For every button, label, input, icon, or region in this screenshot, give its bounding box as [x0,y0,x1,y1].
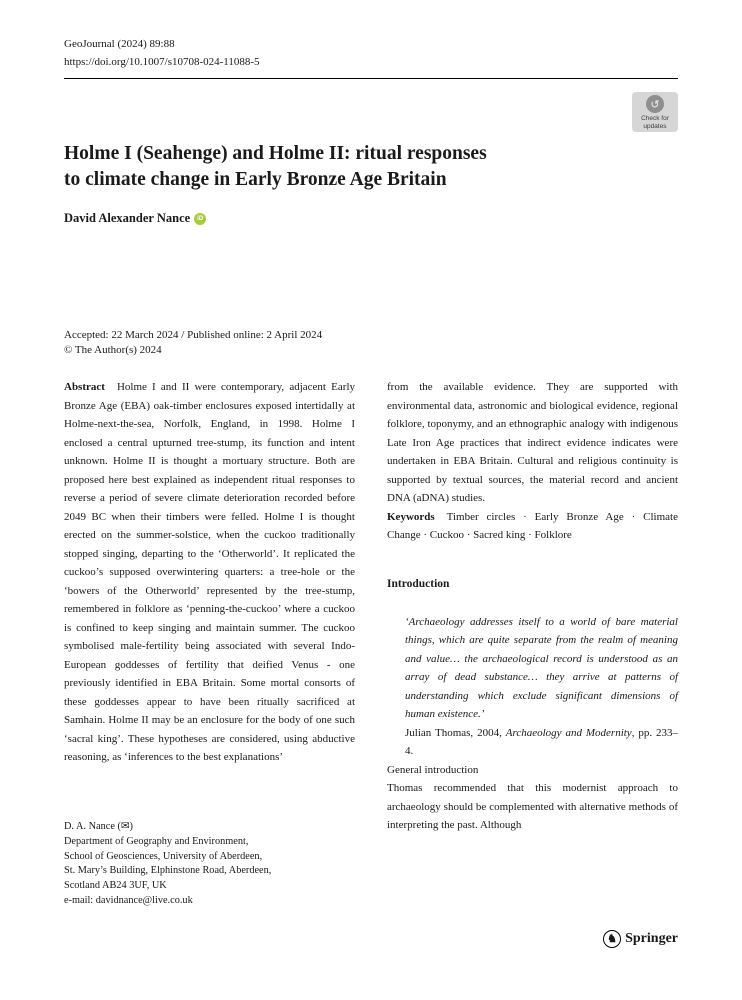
header-rule [64,78,678,79]
quote-text: ‘Archaeology addresses itself to a world of bare material things, which are quite separate from the realm of meaning and value… the archaeological record is understood as an array of dead substance… they arrive at patterns of understanding which exclude significant dimensions of human existence.’ [405,615,678,720]
email-label: e-mail: [64,894,96,906]
column-right [387,378,678,835]
keywords-text: Timber circles · Early Bronze Age · Climate Change · Cuckoo · Sacred king · Folklore [387,510,678,541]
orcid-icon[interactable]: iD [194,213,206,225]
check-updates-icon: ↺ [646,95,664,113]
abstract-text-left: Holme I and II were contemporary, adjacent Early Bronze Age (EBA) oak-timber enclosures exposed intertidally at Holme-next-the-sea, Norfolk, England, in 1998. Holme I enclosed a central upturned tree-stump, its function and intent unknown. Holme II is thought a mortuary structure. Both are proposed here best explained as independent ritual responses to reverse a period of severe climate deterioration recorded before 2049 BC when their timbers were felled. Holme I is thought erected on the summer-solstice, when the cuckoo traditionally stopped singing, departing to the ‘Otherworld’. It replicated the cuckoo’s supposed overwintering quarters: a tree-hole or the ‘bowers of the Otherworld’ represented by the tree-stump, remembered in folklore as ‘penning-the-cuckoo’ where a cuckoo is confined to keep singing and maintain summer. The cuckoo symbolised male-fertility being associated with several Indo-European goddesses of fertility that deified Venus - one previously identified in EBA Britain. Some mortal consorts of these goddesses appear to have been ritually sacrificed at Samhain. Holme II may be an enclosure for the body of one such ‘sacral king’. These hypotheses are considered, using abductive reasoning, as ‘inferences to the best explanations’ [64,381,355,763]
article-title-line2: to climate change in Early Bronze Age Britain [64,169,447,190]
article-title [64,141,664,193]
block-quote [405,613,678,761]
email-link[interactable]: davidnance@live.co.uk [95,894,193,906]
quote-attribution [405,724,678,761]
check-for-updates-badge[interactable] [632,92,678,132]
keywords-label: Keywords [387,510,435,523]
keywords-paragraph [387,508,678,545]
correspondence-address: St. Mary’s Building, Elphinstone Road, Aberdeen, [64,865,272,877]
correspondence-school: School of Geosciences, University of Aberdeen, [64,850,263,862]
doi-link[interactable]: https://doi.org/10.1007/s10708-024-11088-5 [64,56,260,68]
introduction-heading: Introduction [387,577,450,590]
publisher-name: Springer [625,931,678,946]
publication-dates [64,328,322,358]
correspondence-author: D. A. Nance (✉) [64,821,133,832]
check-updates-label-line2: updates [643,122,667,130]
author-row [64,211,206,226]
correspondence-dept: Department of Geography and Environment, [64,835,249,847]
copyright-line: © The Author(s) 2024 [64,344,162,356]
journal-reference: GeoJournal (2024) 89:88 [64,38,175,50]
abstract-paragraph [64,378,355,767]
accepted-line: Accepted: 22 March 2024 / Published online: 2 April 2024 [64,329,323,341]
quote-attribution-prefix: Julian Thomas, 2004, [405,726,506,739]
correspondence-country: Scotland AB24 3UF, UK [64,880,167,892]
general-introduction-subheading: General introduction [387,763,479,776]
check-updates-label-line1: Check for [641,115,669,122]
quote-attribution-suffix: , pp. 233–4. [405,726,679,757]
correspondence-footnote [64,820,355,909]
quote-book-title: Archaeology and Modernity [505,726,632,739]
author-name: David Alexander Nance [64,211,191,225]
article-title-line1: Holme I (Seahenge) and Holme II: ritual responses [64,143,487,164]
publisher-footer [603,930,678,948]
page-header [64,37,678,70]
abstract-label: Abstract [64,381,105,393]
check-updates-label [641,115,669,130]
introduction-paragraph: Thomas recommended that this modernist approach to archaeology should be complemented with alternative methods of interpreting the past. Although [387,782,678,831]
correspondence-email-line [64,894,355,909]
abstract-continuation: from the available evidence. They are supported with environmental data, astronomic and biological evidence, regional folklore, toponymy, and an ethnographic analogy with indigenous Late Iron Age practices that indirect evidence indicates were undertaken in EBA Britain. Cultural and religious continuity is supported by textual sources, the material record and ancient DNA (aDNA) studies. [387,381,678,504]
column-left [64,378,355,767]
springer-logo-icon: ♞ [603,930,621,948]
